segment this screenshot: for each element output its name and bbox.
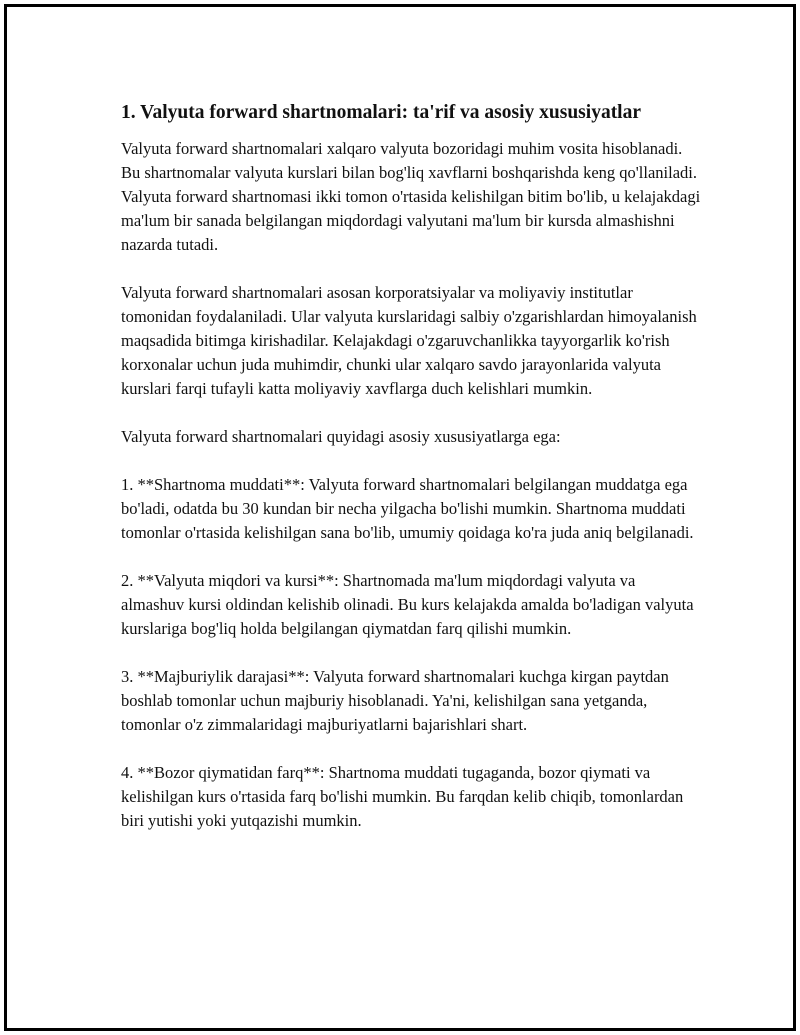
document-title: 1. Valyuta forward shartnomalari: ta'rif va asosiy xususiyatlar (121, 102, 642, 123)
paragraph-features-lead: Valyuta forward shartnomalari quyidagi asosiy xususiyatlarga ega: (121, 427, 561, 446)
paragraph-usage: Valyuta forward shartnomalari asosan korporatsiyalar va moliyaviy institutlar tomonidan foydalaniladi. Ular valyuta kurslaridagi salbiy o'zgarishlardan himoyalanish maqsadida bitimga kirishadilar. Kelajakdagi o'zgaruvchanlikka tayyorgarlik ko'rish korxonalar uchun juda muhimdir, chunki ular xalqaro savdo jarayonlarida valyuta kurslari farqi tufayli katta moliyaviy xavflarga duch kelishlari mumkin. (121, 283, 697, 398)
list-item-amount-and-rate: 2. **Valyuta miqdori va kursi**: Shartnomada ma'lum miqdordagi valyuta va almashuv kursi oldindan kelishib olinadi. Bu kurs kelajakda amalda bo'ladigan valyuta kurslariga bog'liq holda belgilangan qiymatdan farq qilishi mumkin. (121, 571, 694, 638)
list-item-contract-term: 1. **Shartnoma muddati**: Valyuta forward shartnomalari belgilangan muddatga ega bo'ladi, odatda bu 30 kundan bir necha yilgacha bo'lishi mumkin. Shartnoma muddati tomonlar o'rtasida kelishilgan sana bo'lib, umumiy qoidaga ko'ra juda aniq belgilanadi. (121, 475, 694, 542)
list-item-obligation: 3. **Majburiylik darajasi**: Valyuta forward shartnomalari kuchga kirgan paytdan boshlab tomonlar uchun majburiy hisoblanadi. Ya'ni, kelishilgan sana yetganda, tomonlar o'z zimmalaridagi majburiyatlarni bajarishlari shart. (121, 667, 669, 734)
page-frame (4, 4, 796, 1031)
list-item-market-difference: 4. **Bozor qiymatidan farq**: Shartnoma muddati tugaganda, bozor qiymati va kelishilgan kurs o'rtasida farq bo'lishi mumkin. Bu farqdan kelib chiqib, tomonlardan biri yutishi yoki yutqazishi mumkin. (121, 763, 684, 830)
paragraph-intro: Valyuta forward shartnomalari xalqaro valyuta bozoridagi muhim vosita hisoblanadi. Bu shartnomalar valyuta kurslari bilan bog'liq xavflarni boshqarishda keng qo'llaniladi. Valyuta forward shartnomasi ikki tomon o'rtasida kelishilgan bitim bo'lib, u kelajakdagi ma'lum bir sanada belgilangan miqdordagi valyutani ma'lum bir kursda almashishni nazarda tutadi. (121, 139, 701, 254)
document-body (121, 99, 701, 857)
